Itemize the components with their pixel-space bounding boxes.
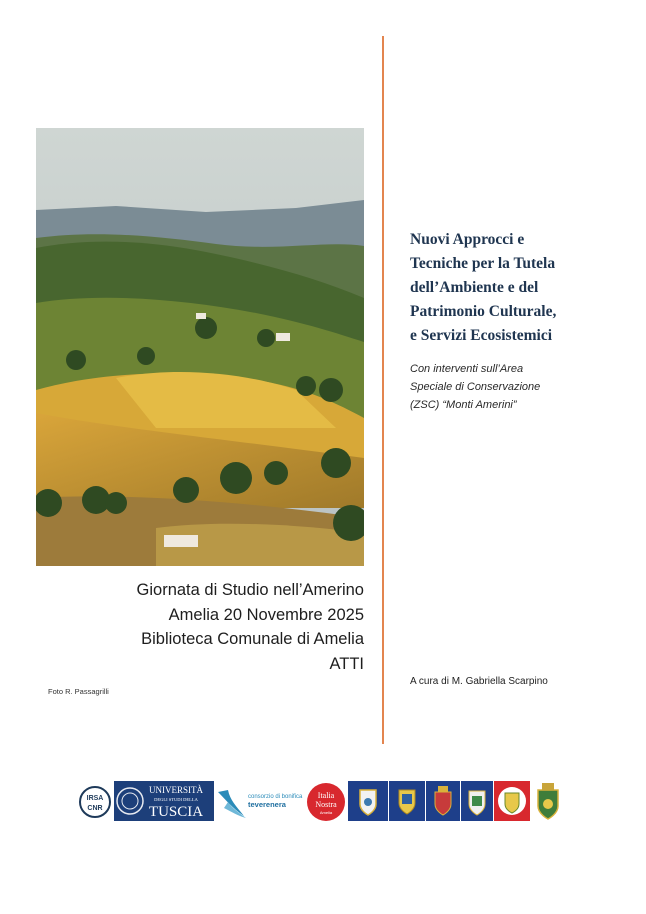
consorzio-bonifica-logo <box>216 778 304 822</box>
svg-text:teverenera: teverenera <box>248 800 286 809</box>
title-line: e Servizi Ecosistemici <box>410 327 553 344</box>
svg-text:Italia: Italia <box>317 791 335 800</box>
event-info <box>137 578 364 676</box>
event-name: Giornata di Studio nell’Amerino <box>136 581 364 599</box>
italia-nostra-logo <box>306 778 346 822</box>
title-line: dell’Ambiente e del <box>410 279 539 296</box>
curator-credit: A cura di M. Gabriella Scarpino <box>410 676 548 687</box>
title-line: Nuovi Approcci e <box>410 231 525 248</box>
svg-text:CNR: CNR <box>87 805 103 812</box>
municipality-crest-icon <box>532 778 564 822</box>
title-line: Tecniche per la Tutela <box>410 255 556 272</box>
svg-text:IRSA: IRSA <box>86 795 104 802</box>
municipality-crest-icon <box>494 778 530 822</box>
sponsor-logos <box>78 778 568 824</box>
svg-text:DEGLI STUDI DELLA: DEGLI STUDI DELLA <box>154 797 198 802</box>
subtitle-line: (ZSC) “Monti Amerini” <box>410 399 517 411</box>
subtitle-line: Speciale di Conservazione <box>410 381 541 393</box>
svg-text:Nostra: Nostra <box>315 800 337 809</box>
municipality-crest-icon <box>461 778 493 822</box>
subtitle-line: Con interventi sull’Area <box>410 363 524 375</box>
event-venue: Biblioteca Comunale di Amelia <box>141 630 364 648</box>
document-subtitle <box>410 360 610 414</box>
svg-text:consorzio di bonifica: consorzio di bonifica <box>248 794 303 800</box>
document-title <box>410 228 620 348</box>
svg-text:TUSCIA: TUSCIA <box>148 804 204 820</box>
event-date: Amelia 20 Novembre 2025 <box>168 605 364 624</box>
document-type: ATTI <box>329 654 364 673</box>
municipality-crest-icon <box>348 778 388 822</box>
cover-photo <box>36 128 364 566</box>
title-line: Patrimonio Culturale, <box>410 303 557 320</box>
irsa-cnr-logo <box>78 778 112 822</box>
svg-text:Amelia: Amelia <box>319 810 333 815</box>
svg-text:UNIVERSITÀ: UNIVERSITÀ <box>149 785 203 795</box>
municipality-crest-icon <box>389 778 425 822</box>
tuscia-university-logo <box>114 778 214 822</box>
landscape-image <box>36 128 364 566</box>
municipality-crest-icon <box>426 778 460 822</box>
vertical-divider <box>382 36 384 744</box>
photo-credit: Foto R. Passagrilli <box>48 687 109 696</box>
